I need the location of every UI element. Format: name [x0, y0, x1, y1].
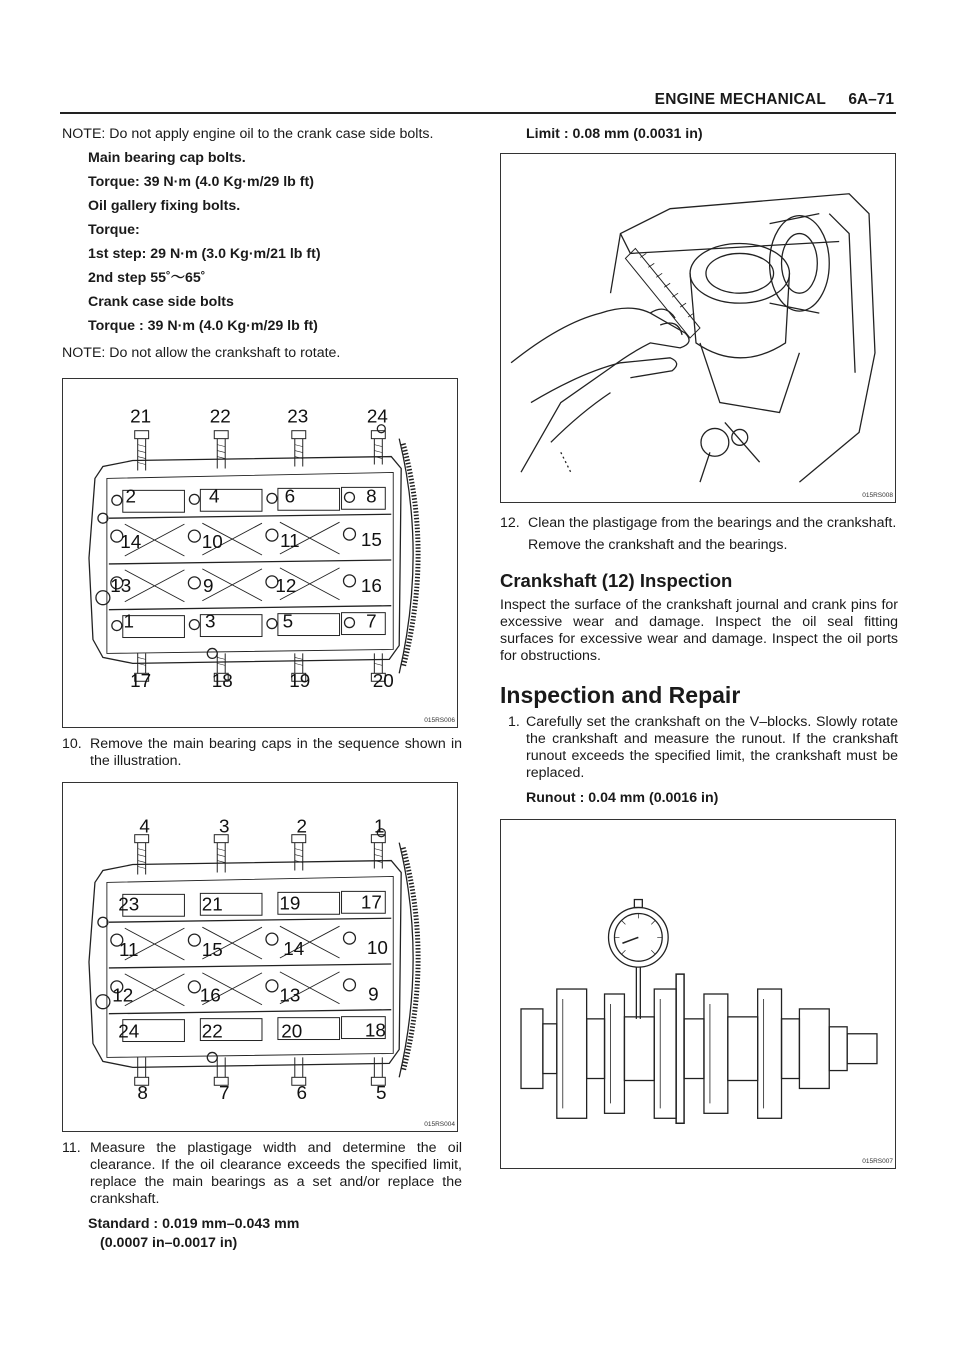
- step-12: [500, 515, 898, 554]
- note-crankcase-oil: NOTE: Do not apply engine oil to the crank case side bolts.: [62, 126, 434, 142]
- bolt-label: 22: [201, 1021, 223, 1043]
- bolt-label: 14: [283, 939, 305, 961]
- bolt-label: 3: [205, 611, 216, 633]
- bolt-label: 15: [201, 940, 223, 962]
- bolt-label: 7: [218, 1083, 230, 1105]
- bolt-label: 21: [130, 406, 152, 428]
- bolt-label: 6: [296, 1083, 308, 1105]
- bolt-label: 1: [123, 611, 135, 633]
- bolt-label: 18: [211, 671, 233, 693]
- heading-crankshaft-inspection: Crankshaft (12) Inspection: [500, 570, 733, 591]
- bolt-label: 22: [209, 406, 231, 428]
- bolt-label: 7: [366, 611, 377, 633]
- figure-code: 015RS007: [862, 1158, 893, 1165]
- bolt-label: 13: [110, 575, 132, 597]
- step-text: Measure the plastigage width and determine the oil clearance. If the oil clearance exceeds the specified limit, replace the main bearings as a set and/or replace the crankshaft.: [90, 1140, 462, 1207]
- bolt-label: 8: [366, 486, 377, 508]
- spec-standard: Standard : 0.019 mm–0.043 mm: [88, 1216, 300, 1232]
- bolt-label: 5: [282, 611, 294, 633]
- bolt-label: 3: [218, 816, 230, 838]
- page-number: 6A–71: [848, 91, 894, 108]
- bolt-label: 19: [289, 671, 311, 693]
- bolt-label: 12: [275, 575, 297, 597]
- bolt-label: 6: [284, 486, 296, 508]
- step-subtext: Remove the crankshaft and the bearings.: [528, 537, 788, 553]
- bolt-label: 18: [364, 1020, 386, 1042]
- bolt-label: 11: [118, 940, 139, 962]
- step-text: Remove the main bearing caps in the sequence shown in the illustration.: [90, 736, 462, 769]
- crankshaft-dial-drawing: [501, 820, 895, 1168]
- bolt-label: 12: [112, 985, 134, 1007]
- bolt-label: 23: [287, 406, 309, 428]
- bolt-label: 4: [209, 486, 220, 508]
- step-11: [62, 1140, 462, 1208]
- step-number: 10.: [62, 736, 82, 752]
- bolt-label: 9: [368, 984, 379, 1006]
- step-number: 11.: [62, 1140, 81, 1156]
- page-header: [60, 90, 896, 114]
- spec-oil-gallery: Oil gallery fixing bolts.: [88, 198, 241, 214]
- step-number: 12.: [500, 515, 520, 531]
- section-title: ENGINE MECHANICAL: [654, 91, 826, 108]
- cylinder-block-drawing: [63, 379, 457, 727]
- figure-removal-sequence: [62, 782, 458, 1132]
- bolt-label: 4: [139, 816, 150, 838]
- spec-torque-label: Torque:: [88, 222, 140, 238]
- bolt-label: 2: [296, 816, 308, 838]
- heading-inspection-repair: Inspection and Repair: [500, 682, 741, 708]
- bolt-label: 17: [130, 671, 152, 693]
- bolt-label: 9: [203, 575, 214, 597]
- spec-step1: 1st step: 29 N·m (3.0 Kg·m/21 lb ft): [88, 246, 321, 262]
- figure-code: 015RS004: [424, 1121, 455, 1128]
- bolt-label: 20: [281, 1021, 303, 1043]
- plastigage-drawing: [501, 154, 895, 502]
- bolt-label: 16: [360, 575, 382, 597]
- spec-limit: Limit : 0.08 mm (0.0031 in): [526, 126, 703, 142]
- step-10: [62, 736, 462, 770]
- bolt-label: 10: [366, 938, 388, 960]
- bolt-label: 11: [280, 531, 300, 553]
- bolt-label: 15: [360, 530, 382, 552]
- bolt-label: 23: [118, 894, 140, 916]
- bolt-label: 21: [201, 894, 223, 916]
- bolt-label: 24: [118, 1021, 140, 1043]
- right-column: [500, 126, 898, 1177]
- bolt-label: 5: [376, 1083, 387, 1105]
- step-number: 1.: [508, 714, 520, 730]
- figure-tightening-sequence: [62, 378, 458, 728]
- bolt-label: 1: [374, 816, 385, 838]
- step-text: Clean the plastigage from the bearings and the crankshaft.: [528, 515, 897, 531]
- figure-code: 015RS008: [862, 492, 893, 499]
- step-1: [508, 714, 898, 782]
- bolt-label: 17: [360, 892, 382, 914]
- bolt-label: 13: [279, 985, 301, 1007]
- step-text: Carefully set the crankshaft on the V–blocks. Slowly rotate the crankshaft and measure the runout. If the crankshaft runout exceeds the specified limit, the crankshaft must be replaced.: [526, 714, 898, 781]
- bolt-label: 24: [366, 406, 388, 428]
- spec-standard-inch: (0.0007 in–0.0017 in): [100, 1235, 238, 1251]
- spec-torque-main: Torque: 39 N·m (4.0 Kg·m/29 lb ft): [88, 174, 314, 190]
- spec-torque-side: Torque : 39 N·m (4.0 Kg·m/29 lb ft): [88, 318, 318, 334]
- bolt-label: 16: [199, 985, 221, 1007]
- bolt-label: 8: [137, 1083, 148, 1105]
- spec-runout: Runout : 0.04 mm (0.0016 in): [526, 790, 719, 806]
- bolt-label: 20: [372, 671, 394, 693]
- left-column: [62, 126, 462, 1252]
- inspection-paragraph: Inspect the surface of the crankshaft journal and crank pins for excessive wear and damage. Inspect the oil seal fitting surfaces for excessive wear and damage. Inspect the oil ports for obstructions.: [500, 597, 898, 664]
- figure-code: 015RS006: [424, 717, 455, 724]
- spec-main-bearing: Main bearing cap bolts.: [88, 150, 246, 166]
- cylinder-block-drawing: [63, 783, 457, 1131]
- bolt-label: 19: [279, 893, 301, 915]
- note-no-rotate: NOTE: Do not allow the crankshaft to rotate.: [62, 345, 341, 361]
- bolt-label: 10: [201, 532, 223, 554]
- spec-crankcase-side: Crank case side bolts: [88, 294, 234, 310]
- figure-plastigage-measure: [500, 153, 896, 503]
- figure-runout-measure: [500, 819, 896, 1169]
- bolt-label: 2: [125, 486, 136, 508]
- spec-step2: 2nd step 55˚～65˚: [88, 270, 206, 286]
- bolt-label: 14: [120, 532, 142, 554]
